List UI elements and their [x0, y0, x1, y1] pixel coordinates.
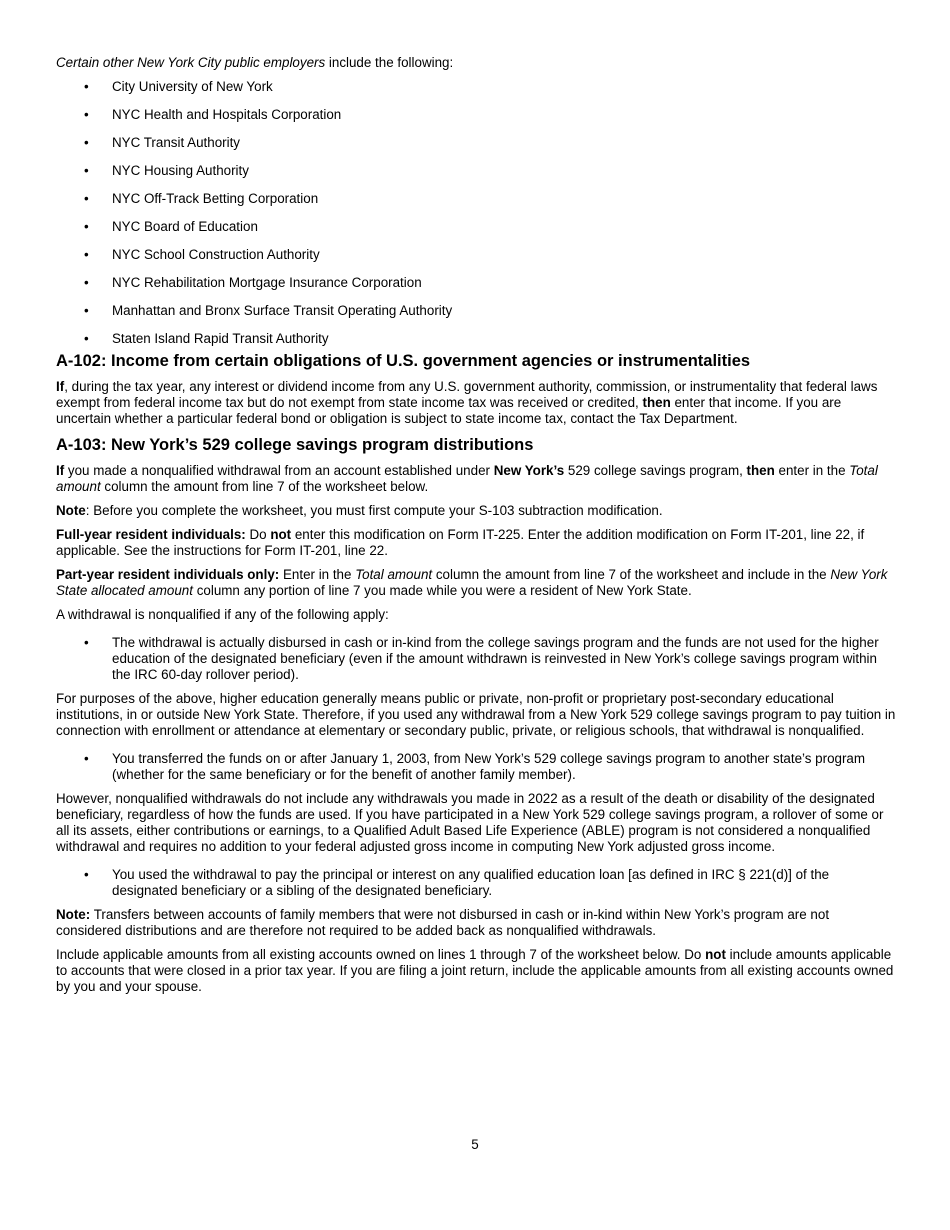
intro-paragraph: Certain other New York City public employers include the following: [56, 55, 454, 70]
list-item: • NYC School Construction Authority [84, 247, 320, 262]
list-item: • Staten Island Rapid Transit Authority [84, 331, 329, 346]
nonqualified-list-1 [56, 635, 896, 683]
bullet-icon: • [84, 247, 89, 262]
bullet-icon: • [84, 303, 89, 318]
note-paragraph: Note: Before you complete the worksheet, you must first compute your S-103 subtraction modification. [56, 503, 663, 518]
list-item: • Manhattan and Bronx Surface Transit Operating Authority [84, 303, 453, 318]
a103-paragraph: If you made a nonqualified withdrawal from an account established under New York’s 529 college savings program, then enter in the Total amount column the amount from line 7 of the worksheet below. [56, 463, 878, 494]
transfers-note-paragraph: Note: Transfers between accounts of family members that were not disbursed in cash or in-kind within New York’s program are not considered distributions and are therefore not required to be added back as nonqualified withdrawals. [56, 907, 830, 938]
list-item: • The withdrawal is actually disbursed in cash or in-kind from the college savings program and the funds are not used for the higher education of the designated beneficiary (even if the amount withdrawn is reinvested in New York’s college savings program within the IRC 60-day rollover period). [84, 635, 879, 682]
bullet-icon: • [84, 107, 89, 122]
bullet-icon: • [84, 163, 89, 178]
nonqualified-list-2 [56, 751, 896, 783]
list-item: • NYC Off-Track Betting Corporation [84, 191, 319, 206]
list-item: • NYC Transit Authority [84, 135, 241, 150]
bullet-icon: • [84, 751, 89, 766]
list-item: • You used the withdrawal to pay the principal or interest on any qualified education loan [as defined in IRC § 221(d)] of the designated beneficiary or a sibling of the designated beneficiary. [84, 867, 830, 898]
list-item: • You transferred the funds on or after January 1, 2003, from New York’s 529 college savings program to another state’s program (whether for the same beneficiary or for the benefit of another family member). [84, 751, 866, 782]
however-paragraph: However, nonqualified withdrawals do not include any withdrawals you made in 2022 as a result of the death or disability of the designated beneficiary, regardless of how the funds are used. If you have participated in a New York 529 college savings program, a rollover of some or all its assets, either contributions or earnings, to a Qualified Adult Based Life Experience (ABLE) program is not considered a nonqualified withdrawal and requires no addition to your federal adjusted gross income in computing New York adjusted gross income. [56, 791, 884, 854]
bullet-icon: • [84, 135, 89, 150]
list-item: • NYC Board of Education [84, 219, 258, 234]
nonqualified-intro: A withdrawal is nonqualified if any of the following apply: [56, 607, 389, 622]
bullet-icon: • [84, 191, 89, 206]
bullet-icon: • [84, 275, 89, 290]
part-year-paragraph: Part-year resident individuals only: Enter in the Total amount column the amount from line 7 of the worksheet and include in the New York State allocated amount column any portion of line 7 you made while you were a resident of New York State. [56, 567, 888, 598]
section-heading-a103: A-103: New York’s 529 college savings program distributions [56, 436, 534, 454]
list-item: • NYC Housing Authority [84, 163, 249, 178]
higher-education-paragraph: For purposes of the above, higher education generally means public or private, non-profit or proprietary post-secondary educational institutions, in or outside New York State. Therefore, if you used any withdrawal from a New York 529 college savings program to pay tuition in connection with enrollment or attendance at elementary or secondary public, private, or religious schools, that withdrawal is nonqualified. [56, 691, 896, 738]
list-item: • NYC Health and Hospitals Corporation [84, 107, 342, 122]
employer-list [56, 79, 896, 351]
page-number: 5 [471, 1137, 479, 1152]
a102-paragraph: If, during the tax year, any interest or dividend income from any U.S. government authority, commission, or instrumentality that federal laws exempt from federal income tax but do not exempt from state income tax was received or credited, then enter that income. If you are uncertain whether a particular federal bond or obligation is subject to state income tax, contact the Tax Department. [56, 379, 878, 426]
full-year-paragraph: Full-year resident individuals: Do not enter this modification on Form IT-225. Enter the addition modification on Form IT-201, line 22, if applicable. See the instructions for Form IT-201, line 22. [56, 527, 865, 558]
list-item: • City University of New York [84, 79, 273, 94]
bullet-icon: • [84, 331, 89, 346]
bullet-icon: • [84, 79, 89, 94]
bullet-icon: • [84, 867, 89, 882]
include-paragraph: Include applicable amounts from all existing accounts owned on lines 1 through 7 of the worksheet below. Do not include amounts applicable to accounts that were closed in a prior tax year. If you are filing a joint return, include the applicable amounts from all existing accounts owned by you and your spouse. [56, 947, 894, 994]
nonqualified-list-3 [56, 867, 896, 899]
list-item: • NYC Rehabilitation Mortgage Insurance Corporation [84, 275, 422, 290]
section-heading-a102: A-102: Income from certain obligations of U.S. government agencies or instrumentalities [56, 352, 751, 370]
bullet-icon: • [84, 635, 89, 650]
page-content [56, 55, 896, 1003]
bullet-icon: • [84, 219, 89, 234]
